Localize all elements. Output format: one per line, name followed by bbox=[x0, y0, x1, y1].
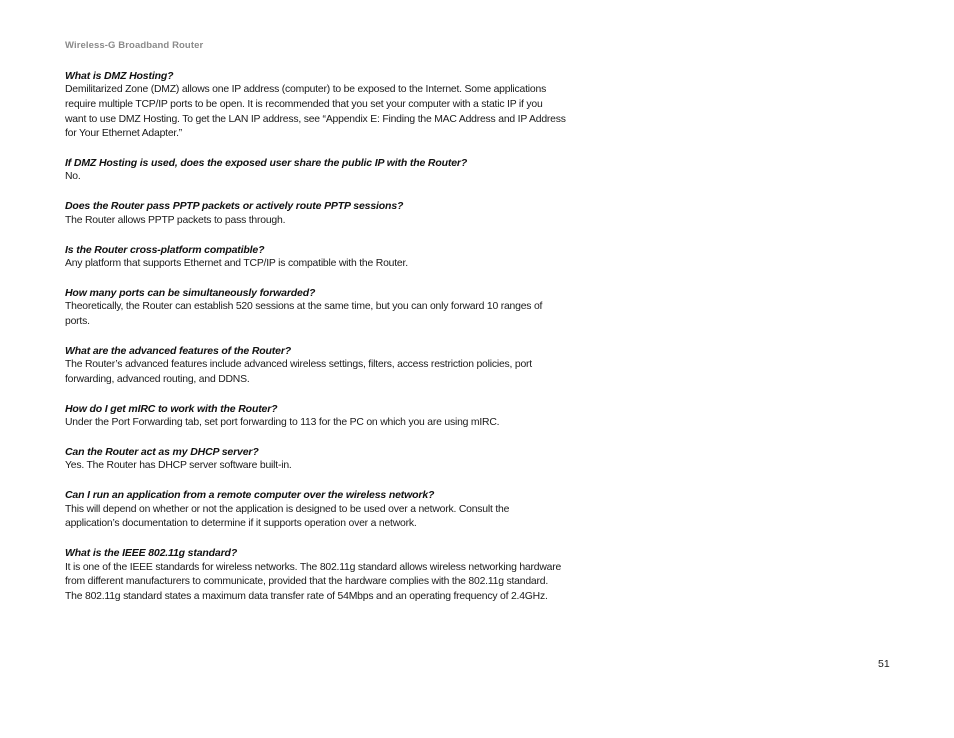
faq-answer bbox=[65, 561, 595, 605]
answer-line: ports. bbox=[65, 315, 90, 327]
answer-line: Demilitarized Zone (DMZ) allows one IP address (computer) to be exposed to the Internet. Some applications bbox=[65, 84, 547, 96]
answer-line: for Your Ethernet Adapter.” bbox=[65, 128, 183, 140]
answer-line: require multiple TCP/IP ports to be open. It is recommended that you set your computer with a static IP if you bbox=[65, 99, 543, 110]
faq-question: Is the Router cross-platform compatible? bbox=[65, 243, 265, 256]
answer-line: application’s documentation to determine if it supports operation over a network. bbox=[65, 518, 417, 530]
faq-item bbox=[65, 286, 595, 330]
faq-answer bbox=[65, 257, 595, 272]
answer-line: This will depend on whether or not the application is designed to be used over a network. Consult the bbox=[65, 503, 510, 515]
answer-line: The Router’s advanced features include advanced wireless settings, filters, access restriction policies, port bbox=[65, 359, 532, 371]
faq-question: Can I run an application from a remote computer over the wireless network? bbox=[65, 489, 435, 502]
answer-line: Theoretically, the Router can establish 520 sessions at the same time, but you can only forward 10 ranges of bbox=[65, 301, 543, 313]
faq-question: What is DMZ Hosting? bbox=[65, 70, 174, 82]
page-number: 51 bbox=[878, 658, 890, 670]
faq-answer bbox=[65, 300, 595, 329]
faq-question: How many ports can be simultaneously forwarded? bbox=[65, 286, 316, 299]
faq-question: If DMZ Hosting is used, does the exposed user share the public IP with the Router? bbox=[65, 157, 468, 170]
faq-question: Does the Router pass PPTP packets or actively route PPTP sessions? bbox=[65, 200, 404, 213]
answer-line: from different manufacturers to communicate, provided that the hardware complies with the 802.11g standard. bbox=[65, 576, 549, 588]
answer-line: It is one of the IEEE standards for wireless networks. The 802.11g standard allows wireless networking hardware bbox=[65, 561, 562, 573]
faq-answer bbox=[65, 358, 595, 387]
faq-question: What are the advanced features of the Router? bbox=[65, 344, 292, 357]
faq-answer bbox=[65, 503, 595, 532]
answer-line: Any platform that supports Ethernet and TCP/IP is compatible with the Router. bbox=[65, 258, 408, 270]
faq-item bbox=[65, 156, 595, 185]
faq-answer bbox=[65, 214, 595, 229]
faq-item bbox=[65, 402, 595, 431]
faq-question: How do I get mIRC to work with the Router? bbox=[65, 402, 278, 415]
running-header: Wireless-G Broadband Router bbox=[65, 40, 204, 51]
faq-item bbox=[65, 546, 595, 604]
faq-answer bbox=[65, 459, 595, 474]
faq-item bbox=[65, 199, 595, 228]
faq-answer bbox=[65, 416, 595, 431]
faq-question: Can the Router act as my DHCP server? bbox=[65, 446, 259, 459]
answer-line: Under the Port Forwarding tab, set port forwarding to 113 for the PC on which you are using mIRC. bbox=[65, 417, 500, 429]
faq-question: What is the IEEE 802.11g standard? bbox=[65, 547, 238, 560]
faq-item bbox=[65, 243, 595, 272]
answer-line: want to use DMZ Hosting. To get the LAN IP address, see “Appendix E: Finding the MAC Address and IP Address bbox=[65, 113, 566, 125]
faq-answer bbox=[65, 170, 595, 185]
answer-line: No. bbox=[65, 171, 81, 183]
faq-item bbox=[65, 488, 595, 532]
answer-line: The Router allows PPTP packets to pass through. bbox=[65, 214, 286, 226]
faq-answer bbox=[65, 83, 595, 141]
faq-item bbox=[65, 69, 595, 142]
faq-item bbox=[65, 445, 595, 474]
answer-line: forwarding, advanced routing, and DDNS. bbox=[65, 373, 250, 385]
answer-line: The 802.11g standard states a maximum data transfer rate of 54Mbps and an operating frequency of 2.4GHz. bbox=[65, 590, 548, 602]
answer-line: Yes. The Router has DHCP server software built-in. bbox=[65, 460, 292, 472]
faq-list bbox=[65, 69, 595, 619]
faq-item bbox=[65, 344, 595, 388]
